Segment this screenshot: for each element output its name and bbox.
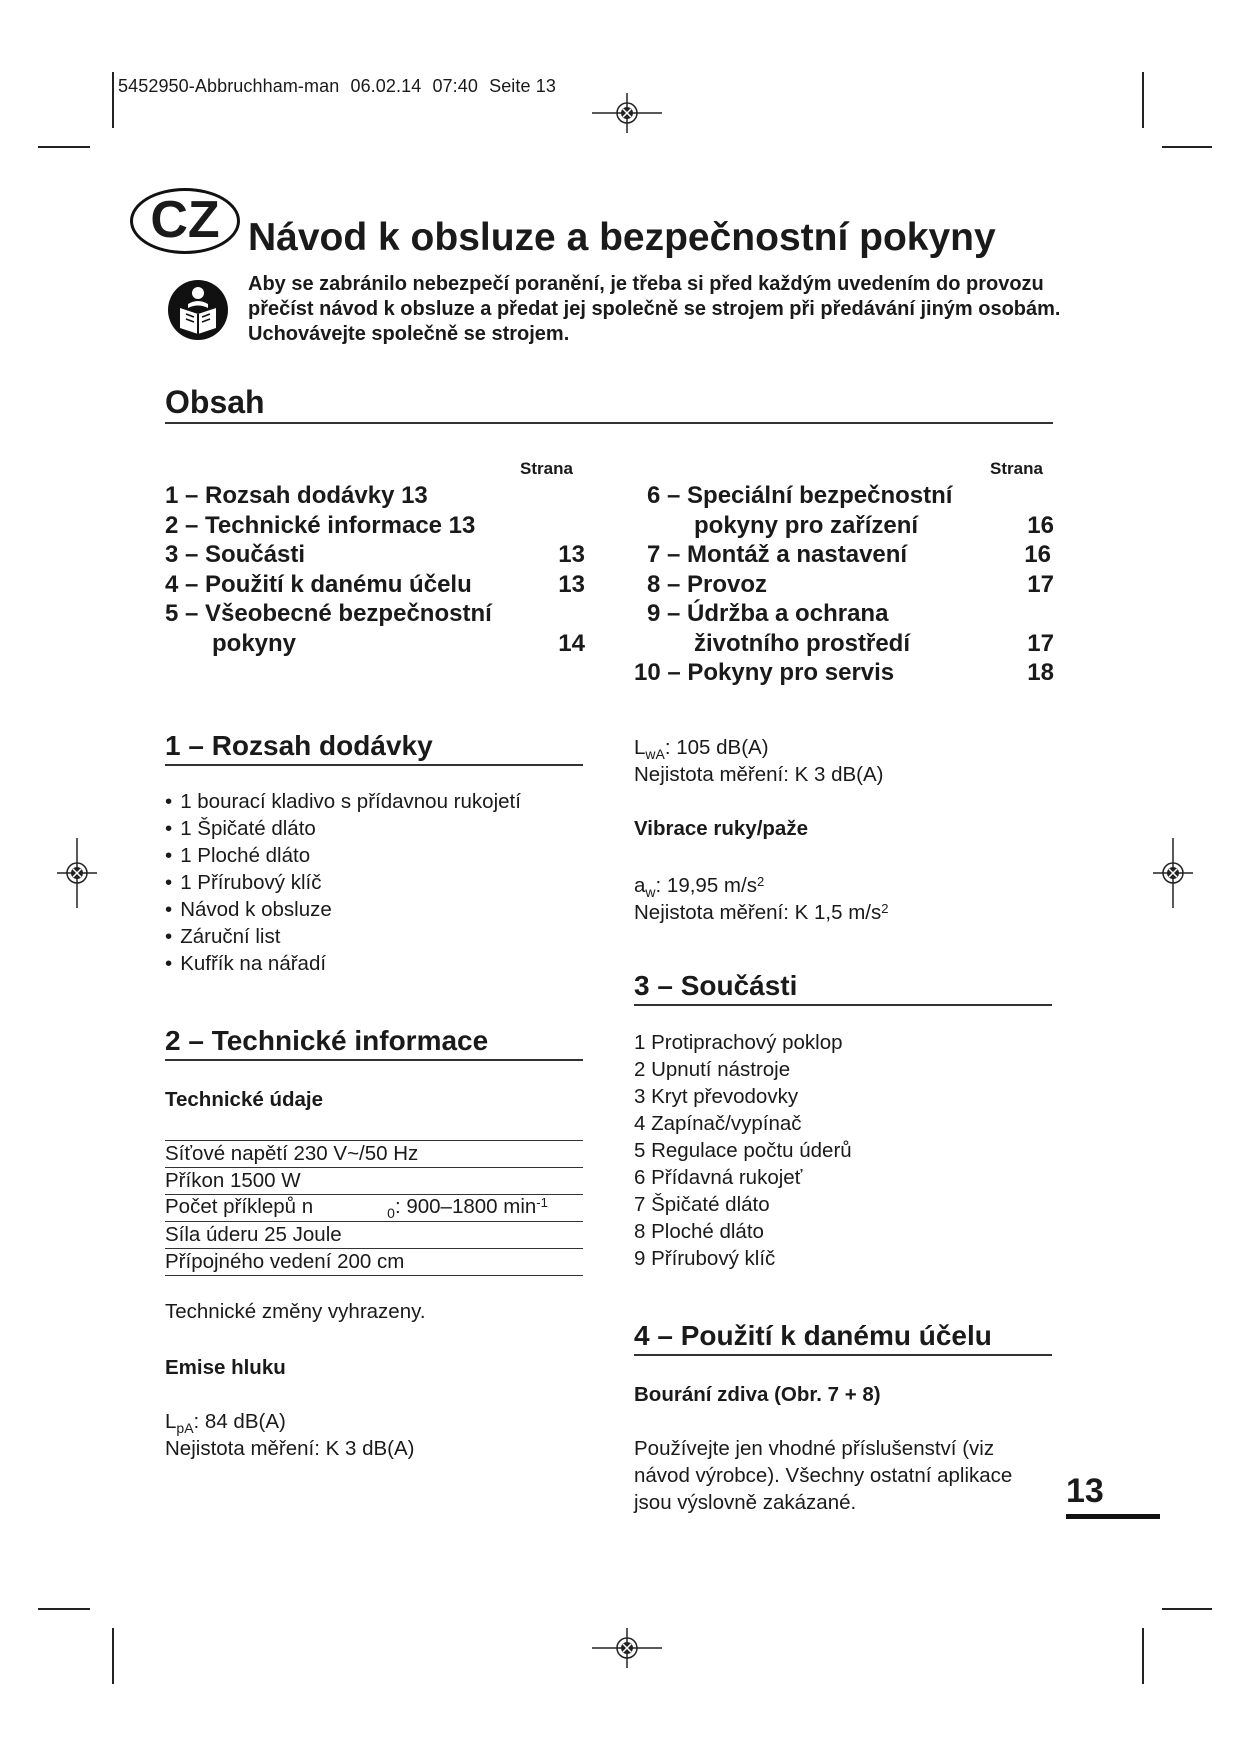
symbol-sub: wA <box>645 746 665 762</box>
toc-entry[interactable] <box>165 570 585 600</box>
subheading: Vibrace ruky/paže <box>634 817 808 840</box>
spec-label: Počet příklepů n <box>165 1195 314 1218</box>
section-heading: 4 – Použití k danému účelu <box>634 1320 992 1351</box>
toc-entry[interactable] <box>634 629 1054 659</box>
registration-mark-icon <box>592 93 662 133</box>
crop-mark <box>38 146 90 148</box>
parts-list <box>634 1029 852 1272</box>
list-item: 8 Ploché dláto <box>634 1220 764 1243</box>
table-cell: Příkon 1500 W <box>165 1168 583 1195</box>
toc-entry[interactable] <box>165 540 585 570</box>
usage-text: Používejte jen vhodné příslušenství (viz návod výrobce). Všechny ostatní aplikace jsou výslovně zakázané. <box>634 1437 1013 1514</box>
list-item: 5 Regulace počtu úderů <box>634 1139 852 1162</box>
table-cell: Přípojného vedení 200 cm <box>165 1249 583 1276</box>
table-row <box>165 1222 583 1249</box>
toc-entry-label: 2 – Technické informace 13 <box>165 511 476 539</box>
subheading: Emise hluku <box>165 1356 286 1379</box>
crop-mark <box>1142 72 1144 128</box>
toc-entry-label: pokyny pro zařízení <box>694 511 919 539</box>
symbol-sub: pA <box>176 1420 194 1436</box>
toc-entry[interactable] <box>165 629 585 659</box>
toc-strana-label: Strana <box>520 459 573 478</box>
toc-entry[interactable] <box>165 511 585 541</box>
registration-mark-icon <box>57 838 97 908</box>
spec-sub: 0 <box>387 1205 395 1221</box>
toc-entry-page: 14 <box>558 629 585 657</box>
aw-uncertainty <box>634 895 888 926</box>
toc-entry-label: 5 – Všeobecné bezpečnostní <box>165 600 492 627</box>
subheading: Bourání zdiva (Obr. 7 + 8) <box>634 1383 881 1406</box>
page-title: Návod k obsluze a bezpečnostní pokyny <box>248 216 996 259</box>
registration-mark-icon <box>592 1628 662 1668</box>
value: : 84 dB(A) <box>193 1410 286 1433</box>
toc-entry-label: 4 – Použití k danému účelu <box>165 570 472 598</box>
crop-mark <box>1142 1628 1144 1684</box>
section-heading: 3 – Součásti <box>634 970 798 1001</box>
list-item: • 1 Ploché dláto <box>165 842 521 869</box>
page-number: 13 <box>1066 1472 1104 1510</box>
list-item: 2 Upnutí nástroje <box>634 1058 791 1081</box>
header-date: 06.02.14 <box>350 76 422 96</box>
table-cell <box>165 1195 583 1222</box>
list-item: 1 Protiprachový poklop <box>634 1031 843 1054</box>
toc-entry-page: 13 <box>558 541 585 568</box>
value: Nejistota měření: K 1,5 m/s <box>634 901 882 924</box>
toc-entry-label: 7 – Montáž a nastavení <box>647 541 908 568</box>
print-header <box>118 76 556 97</box>
toc-entry[interactable] <box>165 599 585 629</box>
divider <box>165 1059 583 1061</box>
crop-mark <box>1162 146 1212 148</box>
toc-entry[interactable] <box>634 599 1054 629</box>
toc-entry-page: 18 <box>1027 659 1054 686</box>
toc-entry[interactable] <box>634 570 1054 600</box>
symbol: a <box>634 874 646 897</box>
list-item: 7 Špičaté dláto <box>634 1193 770 1216</box>
crop-mark <box>1162 1608 1212 1610</box>
registration-mark-icon <box>1153 838 1193 908</box>
toc-entry[interactable] <box>634 540 1054 570</box>
list-item: • Návod k obsluze <box>165 896 521 923</box>
toc-entry[interactable] <box>165 481 585 511</box>
value: : 105 dB(A) <box>664 736 769 759</box>
list-item: • Záruční list <box>165 923 521 950</box>
intro-text: Aby se zabránilo nebezpečí poranění, je třeba si před každým uvedením do provozu přečíst návod k obsluze a předat jej společně se strojem při předávání jiným osobám. Uchovávejte společně se strojem. <box>248 273 1061 345</box>
delivery-list <box>165 788 521 977</box>
table-cell: Síťové napětí 230 V~/50 Hz <box>165 1141 583 1168</box>
read-manual-icon <box>166 278 230 342</box>
changes-note: Technické změny vyhrazeny. <box>165 1300 426 1323</box>
crop-mark <box>38 1608 90 1610</box>
list-item: • 1 bourací kladivo s přídavnou rukojetí <box>165 788 521 815</box>
table-cell: Síla úderu 25 Joule <box>165 1222 583 1249</box>
crop-mark <box>112 72 114 128</box>
toc-entry-label: 6 – Speciální bezpečnostní <box>647 482 953 509</box>
symbol: L <box>165 1410 177 1433</box>
divider <box>165 422 1053 424</box>
lwa-uncertainty: Nejistota měření: K 3 dB(A) <box>634 763 884 786</box>
toc-entry[interactable] <box>634 481 1054 511</box>
spec-sup: -1 <box>536 1195 548 1210</box>
toc-right-column <box>634 481 1054 688</box>
crop-mark <box>112 1628 114 1684</box>
toc-entry-label: 10 – Pokyny pro servis <box>634 659 895 686</box>
toc-heading: Obsah <box>165 384 265 420</box>
toc-strana-label: Strana <box>990 459 1043 478</box>
header-file: 5452950-Abbruchham-man <box>118 76 340 96</box>
symbol-sub: w <box>645 884 656 900</box>
divider <box>634 1004 1052 1006</box>
toc-entry-label: 8 – Provoz <box>647 570 768 598</box>
spec-table <box>165 1140 583 1276</box>
spec-value: : 900–1800 min <box>394 1195 537 1218</box>
table-row <box>165 1249 583 1276</box>
section-heading: 1 – Rozsah dodávky <box>165 730 433 761</box>
toc-entry-label: 9 – Údržba a ochrana <box>647 600 889 627</box>
lpa-uncertainty: Nejistota měření: K 3 dB(A) <box>165 1437 415 1460</box>
list-item: 3 Kryt převodovky <box>634 1085 799 1108</box>
divider <box>634 1354 1052 1356</box>
header-seite: Seite 13 <box>489 76 556 96</box>
table-row <box>165 1195 583 1222</box>
list-item: • Kufřík na nářadí <box>165 950 521 977</box>
list-item: • 1 Přírubový klíč <box>165 869 521 896</box>
toc-left-column <box>165 481 585 658</box>
list-item: 9 Přírubový klíč <box>634 1247 776 1270</box>
toc-entry-page: 17 <box>1027 629 1054 657</box>
subheading: Technické údaje <box>165 1088 323 1111</box>
toc-entry-label: životního prostředí <box>694 629 910 657</box>
toc-entry-page: 17 <box>1027 570 1054 598</box>
symbol: L <box>634 736 646 759</box>
toc-entry-page: 16 <box>1024 541 1051 568</box>
toc-entry-label: pokyny <box>212 629 297 657</box>
toc-entry-label: 1 – Rozsah dodávky 13 <box>165 482 428 509</box>
divider <box>165 764 583 766</box>
header-time: 07:40 <box>432 76 478 96</box>
section-heading: 2 – Technické informace <box>165 1025 489 1056</box>
list-item: • 1 Špičaté dláto <box>165 815 521 842</box>
symbol-sup: 2 <box>756 874 765 889</box>
table-row <box>165 1168 583 1195</box>
toc-entry-page: 13 <box>558 570 585 598</box>
toc-entry-label: 3 – Součásti <box>165 541 306 568</box>
symbol-sup: 2 <box>881 901 889 916</box>
toc-entry[interactable] <box>634 658 1054 688</box>
list-item: 6 Přídavná rukojeť <box>634 1166 803 1189</box>
toc-entry-page: 16 <box>1027 511 1054 539</box>
country-badge: CZ <box>130 188 240 254</box>
list-item: 4 Zapínač/vypínač <box>634 1112 802 1135</box>
page-number-bar <box>1066 1514 1160 1519</box>
table-row <box>165 1141 583 1168</box>
value: : 19,95 m/s <box>655 874 757 897</box>
toc-entry[interactable] <box>634 511 1054 541</box>
